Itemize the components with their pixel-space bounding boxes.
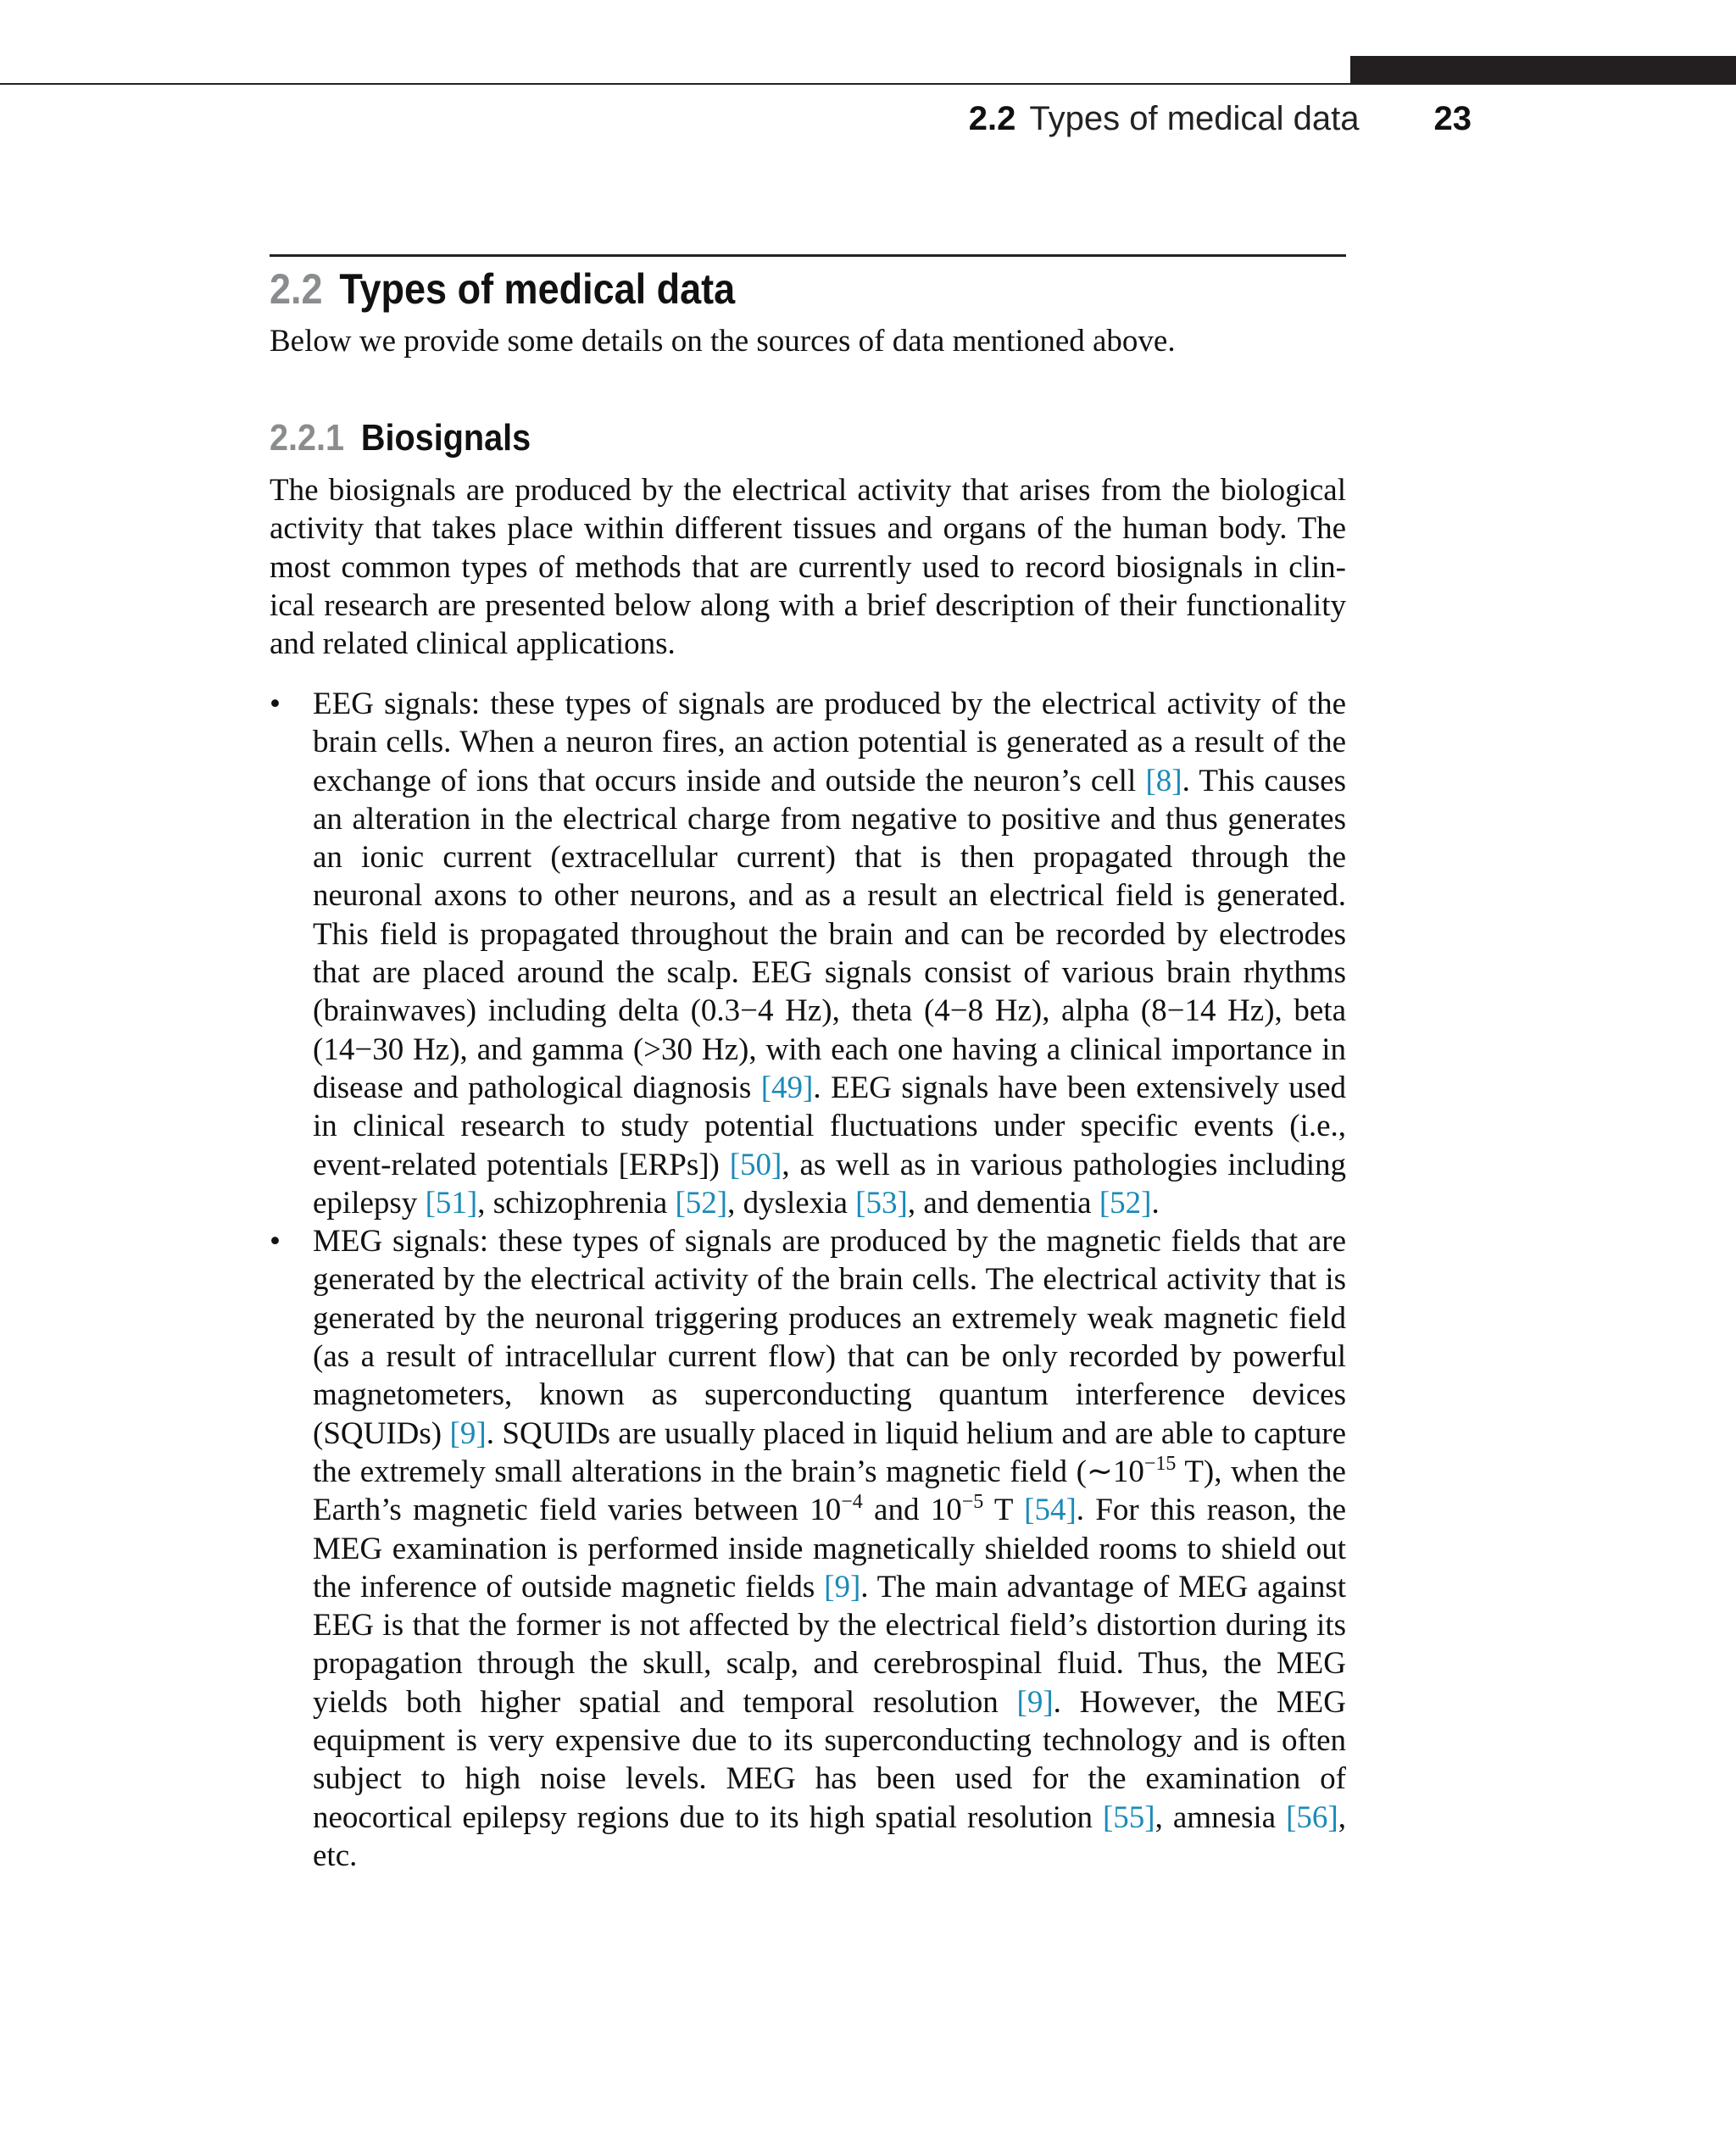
section-intro: Below we provide some details on the sources of data mentioned above. (270, 324, 1176, 359)
meg-text: T (983, 1493, 1025, 1528)
citation-link[interactable]: [9] (1016, 1684, 1054, 1720)
eeg-text: EEG signals: these types of signals are produced by the electrical activity of the brain cells. When a neuron fires, an action potential is generated as a result of the exchange of ions that occurs inside and outside the neuron’s cell (313, 687, 1346, 798)
citation-link[interactable]: [49] (760, 1070, 814, 1105)
running-head-section-number: 2.2 (968, 99, 1016, 137)
bullet-icon: • (270, 1224, 281, 1260)
bullet-icon: • (270, 687, 281, 721)
meg-text: T), when the Earth’s magnetic field varies between 10 (313, 1454, 1346, 1528)
citation-link[interactable]: [8] (1145, 763, 1182, 798)
citation-link[interactable]: [51] (425, 1185, 478, 1221)
meg-text: and 10 (862, 1493, 962, 1528)
meg-text: , etc. (313, 1799, 1346, 1873)
list-item-meg (270, 1222, 1346, 1875)
meg-text: MEG signals: these types of signals are produced by the magnetic fields that are generated by the electrical activity of the brain cells. The electrical activity that is generated by the neuronal triggering produces an extremely weak magnetic field (as a result of intracellular current flow) that can be only recorded by powerful magnetometers, known as superconducting quantum interference devices (SQUIDs) (313, 1224, 1346, 1451)
list-item-eeg (270, 685, 1346, 1222)
citation-link[interactable]: [53] (855, 1185, 908, 1221)
header-bar (1350, 56, 1736, 85)
running-head-section-title: Types of medical data (1029, 99, 1360, 137)
exponent: −4 (841, 1491, 863, 1514)
subsection-heading (270, 417, 1261, 459)
citation-link[interactable]: [9] (824, 1569, 861, 1604)
citation-link[interactable]: [50] (729, 1147, 782, 1182)
subsection-number: 2.2.1 (270, 417, 345, 459)
meg-text: . SQUIDs are usually placed in liquid helium and are able to capture the extremely small alterations in the brain’s magnetic field (∼10 (313, 1415, 1346, 1489)
citation-link[interactable]: [9] (449, 1415, 487, 1451)
eeg-text: , dyslexia (727, 1185, 856, 1221)
citation-link[interactable]: [54] (1024, 1493, 1077, 1528)
section-heading (270, 264, 1261, 314)
page-number: 23 (1433, 99, 1472, 137)
section-number: 2.2 (270, 265, 323, 313)
subsection-title: Biosignals (360, 417, 531, 459)
biosignals-paragraph: The biosignals are produced by the electrical activity that arises from the biological activity that takes place within different tissues and organs of the human body. The most common types of methods that are currently used to record biosignals in clin-ical research are presented below along with a brief description of their functionality and related clinical applications. (270, 473, 1346, 662)
eeg-text: . This causes an alteration in the electrical charge from negative to positive and thus generates an ionic current (extracellular current) that is then propagated through the neuronal axons to other neurons, and as a result an electrical field is generated. This field is propagated throughout the brain and can be recorded by electrodes that are placed around the scalp. EEG signals consist of various brain rhythms (brainwaves) including delta (0.3−4 Hz), theta (4−8 Hz), alpha (8−14 Hz), beta (14−30 Hz), and gamma (>30 Hz), with each one having a clinical importance in disease and pathological diagnosis (313, 763, 1346, 1105)
exponent: −5 (961, 1491, 984, 1514)
meg-text: , amnesia (1155, 1799, 1287, 1835)
biosignal-list (270, 685, 1346, 1875)
eeg-text: , schizophrenia (477, 1185, 676, 1221)
eeg-text: . EEG signals have been extensively used in clinical research to study potential fluctuations under specific events (i.e., event-related potentials [ERPs]) (313, 1070, 1347, 1182)
meg-text: . For this reason, the MEG examination is performed inside magnetically shielded rooms to shield out the inference of outside magnetic fields (313, 1493, 1347, 1604)
citation-link[interactable]: [56] (1286, 1799, 1338, 1835)
running-head (0, 95, 1472, 142)
citation-link[interactable]: [52] (1099, 1185, 1152, 1221)
eeg-text: , and dementia (907, 1185, 1099, 1221)
meg-text: . The main advantage of MEG against EEG is that the former is not affected by the electrical field’s distortion during its propagation through the skull, scalp, and cerebrospinal fluid. Thus, the MEG yields both higher spatial and temporal resolution (313, 1569, 1347, 1720)
citation-link[interactable]: [55] (1102, 1799, 1155, 1835)
eeg-text: . (1151, 1185, 1160, 1221)
exponent: −15 (1143, 1452, 1177, 1475)
eeg-text: , as well as in various pathologies including epilepsy (313, 1147, 1346, 1221)
section-rule (270, 254, 1346, 257)
section-title: Types of medical data (339, 265, 736, 313)
meg-text: . However, the MEG equipment is very expensive due to its superconducting technology and is often subject to high noise levels. MEG has been used for the examination of neocortical epilepsy regions due to its high spatial resolution (313, 1684, 1346, 1835)
citation-link[interactable]: [52] (675, 1185, 728, 1221)
